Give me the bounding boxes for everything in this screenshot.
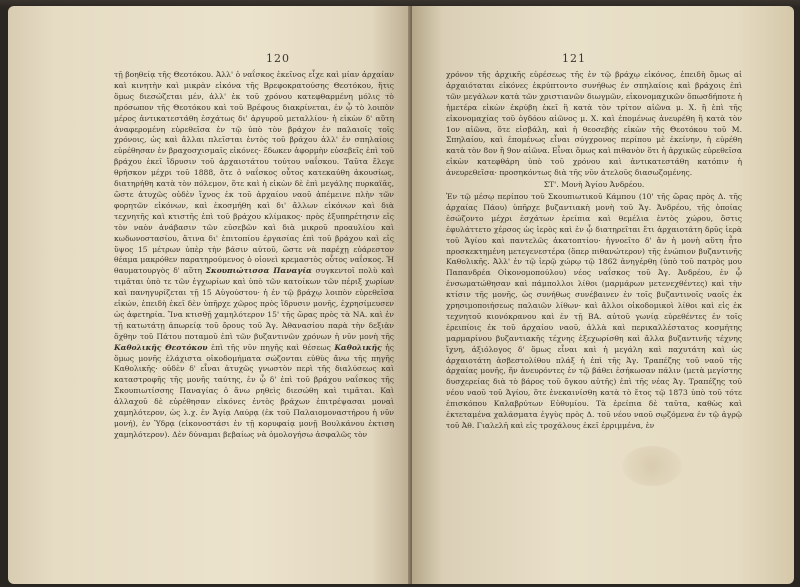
left-text-d: ἡς ὅμως μονῆς ἐλάχιστα οἰκοδομήματα σώζονται εὐθὺς ἄνω τῆς πηγῆς Καθολικῆς· οὐδὲν δ' εἶναι ἀτυχῶς γνωστὸν περὶ τῆς διαλύσεως καὶ καταστροφῆς τῆς μονῆς ταύτης, ἐν ᾧ δ' ἐπὶ τοῦ βράχου ναΐσκος τῆς Σκουπιωτίσσης Παναγίας ὁ ἄνω ρηθεὶς διεσώθη καὶ τιμᾶται. Καὶ ἀλλαχοῦ δὲ εὑρέθησαν εἰκόνες ἐντὸς βράχων ἐπιτρέψασαι μοναὶ χαμηλότερον, ὡς λ.χ. ἐν Ἁγίᾳ Λαύρᾳ (ἐκ τοῦ Παλαιομοναστήρου ἡ νῦν μονή), ἐν Ὑδρᾳ (εἰκονοστάσι ἐν τῇ κορυφαίᾳ μονῇ Βουλκάνου ἐκτιση χαμηλότερον). Δὲν δύναμαι βεβαίως νὰ ὁμολογήσω ἀσφαλῶς τὸν <box>114 342 394 439</box>
left-bold-katholikis: Καθολικῆς <box>334 342 382 352</box>
left-page <box>8 6 412 584</box>
right-paragraph-1: χρόνον τῆς ἀρχικῆς εὑρέσεως τῆς ἐν τῷ βράχῳ εἰκόνος, ἐπειδὴ ὅμως αἱ ἀρχαιόταται εἰκόνες ἐκρύπτοντο συνήθως ἐν σπηλαίοις καὶ βράχοις ἐπὶ τῶν μεγάλων κατὰ τῶν χριστιανῶν διωγμῶν, εἰκονομαχικῶν ὅπωσδήποτε ἡ ἡμετέρα εἰκὼν ἐκρύβη ἐκεῖ ἢ κατὰ τὸν τρίτον αἰῶνα μ. Χ. ἢ ἐπὶ τῆς εἰκονομαχίας τοῦ ὀγδόου αἰῶνος μ. Χ. καὶ ἐπομένως ἀνευρέθη ἢ κατὰ τὸν 1ον αἰῶνα, ὅτε εἰσβάλη, καὶ ἡ θεοσεβὴς εἰκὼν τῆς Θεοτόκου τοῦ Μ. Σπηλαίου, καὶ ἐπομένως εἶναι σύγχρονος περίπου μὲ ἐκείνην, ἡ εὑρέθη κατὰ τὸν 8ον ἢ 9ον αἰῶνα. Εἶναι ὅμως καὶ πιθανὸν ὅτι ἡ ἀρχικῶς εὑρεθεῖσα εἰκὼν κατεφθάρη ὑπὸ τοῦ χρόνου καὶ ἀντικατεστάθη κατόπιν ἡ ἀνευρεθεῖσα· προσηκόντως διὰ τῆς νῦν ἀτελοῦς διασωζομένης. <box>446 70 742 178</box>
right-paragraph-2: Ἐν τῷ μέσῳ περίπου τοῦ Σκουπιωτικοῦ Κάμπου (10' τῆς ὥρας πρὸς Δ. τῆς ἀρχαίας Πάου) ὑπῆρχε βυζαντιακὴ μονὴ τοῦ Ἁγ. Ἀνδρέου, τῆς ὁποίας ἐσώζοντο μέχρι ἐσχάτων ἐρείπια καὶ θεμέλια ἐντὸς χώρου, ὅστις ἐφυλάττετο χέρσος ὡς ἱερὸς καὶ ἐν ᾧ διατηρεῖται ἔτι ἀρχαιοτάτη δρῦς ἱερὰ τοῦ Ἁγίου καὶ παντελῶς ἀκατοπτίου· ἠγνοεῖτο δ' ἄν ἡ μονὴ αὕτη ἦτο προσκεκτημένη μετεγενεστέρα (ὅπερ πιθανώτερον) τῆς ἐνώπιον βυζαντινῆς Καθολικῆς. Ἀλλ' ἐν τῷ ἱερῷ χώρῳ τῷ 1862 ἀνηγέρθη (ὑπὸ τοῦ πατρὸς μου Παπανδρέα Οἰκονομοπούλου) νέος ναΐσκος τοῦ Ἁγ. Ἀνδρέου, ἐν ᾧ ἐνσωματώθησαν καὶ πάμπολλοι λίθοι (μαρμάρων μετενεχθέντες) καὶ τὴν κτίσιν τῆς μονῆς, ὡς συνήθως συνέβαινεν ἐν τοῖς βυζαντινοῖς ναοῖς ἐκ χρησιμοποιήσεως παλαιῶν λίθων· καὶ ἄλλοι οἰκοδομικοὶ λίθοι καὶ εἰς ἐκ τεχνητοῦ κιονόκρανου καὶ ἐν τῇ ΒΑ. αὐτοῦ γωνίᾳ εὑρεθέντες ἐν τοῖς ἐρειπίοις ἐκ τοῦ ἀρχαίου ναοῦ, ἀλλὰ καὶ περικαλλέστατος κοσμήτης μαρμαρίνου βυζαντιακῆς τέχνης ἐξεχωρίσθη καὶ ἄλλα βυζαντινῆς τέχνης ἴχνη, ἀξιόλογος δ' ὅμως εἶναι καὶ ἡ μεγάλη καὶ παχυτάτη καὶ ὡς ἀρχαιοτάτη ἀσβεστολίθου πλάξ ἡ ἐπὶ τῆς Ἁγ. Τραπέζης τοῦ ναοῦ τῆς ἀρχαίας μονῆς, ἥν ἀνευρόντες ἐν τῷ βάθει ἐσήκωσαν πάλιν (μετὰ μεγίστης δυσχερείας διὰ τὸ βάρος τοῦ ὄγκου αὐτῆς) ἐπὶ τῆς νέας Ἁγ. Τραπέζης τοῦ νέου ναοῦ τοῦ Ἁγίου, ὅτε ἐνεκαινίσθη κατὰ τὸ ἔτος τῷ 1873 ὑπὸ τοῦ τότε ἐπισκόπου Καλαβρύτων Εὐθυμίου. Τὰ ἐρείπια δὲ ταῦτα, καθὼς καὶ ἐκτεταμένα χαλάσματα ἐγγὺς πρὸς Δ. τοῦ νέου ναοῦ σῳζόμενα ἐν τῷ ἀγρῷ τοῦ Ἀθ. Γιαλελῆ καὶ εἰς τροχάλους ἐκεῖ ἐρριμμένα, ἐν <box>446 191 742 430</box>
right-page-number: 121 <box>562 52 586 65</box>
section-heading: ΣΤ'. Μονὴ Ἁγίου Ἀνδρέου. <box>543 180 645 190</box>
left-text-a: τῇ βοηθείᾳ τῆς Θεοτόκου. Ἀλλ' ὁ ναΐσκος ἐκεῖνος εἶχε καὶ μίαν ἀρχαίαν καὶ κινητὴν καὶ μικρὰν εἰκόνα τῆς Βρεφοκρατούσης Θεοτόκου, ἥτις ὅμως διεσώζεται μέν, ἀλλ' ἐκ τοῦ χρόνου κατεφθαρμένη μόλις τὸ πρόσωπον τῆς Θεοτόκου καὶ τοῦ Βρέφους διακρίνεται, ἐν ᾧ τὸ λοιπὸν μέρος ἀντικατεστάθη ἐσχάτως δι' ἀργυροῦ μεταλλίου· ἡ εἰκὼν δ' αὕτη ἀναφερομένη εὑρεθεῖσα ἐν τῷ ὑπὸ τὸν βράχον ἐν παλαιοῖς τοῖς χρόνοις, ὡς καὶ ἄλλαι πλεῖσται ἐντὸς τοῦ βράχου ἀλλ' ἐν σπηλαίοις εὑρέθησαν ἐν βραχοσχισμαῖς εἰκόνες· ἔδωκεν ἀφορμὴν εὐσεβεῖς ἐπὶ τοῦ βράχου ἐκεῖ ἵδρυσιν τοῦ ἀρχαιοτάτου τούτου ναΐσκου. Ταῦτα ἔλεγε θρήσκον μέχρι τοῦ 1888, ὅτε ὁ ναΐσκος οὗτος κατεκαύθη ἀκουσίως, διατηρήθη κατὰ τὸν πόλεμον, ὅτε καὶ ἡ εἰκὼν δὲ ἐπὶ μεγάλης πυρκαϊᾶς, ὥστε ἀτυχῶς οὐδὲν ἴχνος ἐκ τοῦ ἀρχαίου ναοῦ ἀπέμεινε πλὴν τῶν φορητῶν εἰκόνων, καὶ ἐκοσμήθη καὶ δι' ἄλλων εἰκόνων καὶ διὰ τεχνητῆς καὶ κτιστῆς ἐπὶ τοῦ βράχου κλίμακος· πρὸς ἐξυπηρέτησιν εἰς τὸν ναὸν ἀνάβασιν τῶν εὐσεβῶν καὶ διὰ μικροῦ προαυλίου καὶ κωδωνοστασίου, ἅτινα δι' ἐπιτοπίου ἐργασίας ἐπὶ τοῦ βράχου καὶ εἰς ὕψος 15 μέτρων ὑπὲρ τὴν βάσιν αὐτοῦ, ὥστε νὰ παρέχῃ εὐάρεστον θέαμα μακρόθεν παρατηρούμενος ὁ οἰονεὶ κρεμαστὸς οὗτος ναΐσκος. Ἡ θαυματουργὸς δ' αὕτη <box>114 70 394 276</box>
left-text-c: ἐπὶ τῆς νῦν πηγῆς καὶ θέσεως <box>211 342 331 352</box>
left-page-number: 120 <box>266 52 290 65</box>
left-page-text <box>114 70 394 441</box>
paper-stain <box>622 446 682 486</box>
left-body-paragraph <box>114 70 394 441</box>
right-page-text <box>446 70 742 432</box>
left-text-b: συγκεντοῖ πολὺ καὶ τιμᾶται ὑπὸ τε τῶν ἐγχωρίων καὶ ὑπὸ τῶν κατοίκων τῶν πέριξ χωρίων καὶ πανηγυρίζεται τῇ 15 Αὐγούστου· ἡ ἐν τῷ βράχῳ λοιπὸν εὑρεθεῖσα εἰκών, ἐπειδὴ ἐκεῖ δὲν ὑπῆρχε χῶρος πρὸς ἵδρυσιν μονῆς, ἐχρησίμευσεν ὡς ἀφετηρία. Ἵνα κτισθῇ χαμηλότερον 15' τῆς ὥρας πρὸς τὰ ΝΑ. καὶ ἐν τῇ κατωτάτῃ ἀπωρείᾳ τοῦ ὄρους τοῦ Ἁγ. Ἀθανασίου παρὰ τὴν δεξιὰν ὄχθην τοῦ Πάτου ποταμοῦ ἐπὶ τῶν βυζαντινῶν χρόνων ἡ νῦν μονὴ τῆς <box>114 266 395 341</box>
left-bold-katholikis-theotokou: Καθολικῆς Θεοτόκου <box>114 342 208 352</box>
left-bold-skoupiotissa: Σκουπιώτισσα Παναγία <box>205 266 312 276</box>
right-page <box>412 6 794 584</box>
